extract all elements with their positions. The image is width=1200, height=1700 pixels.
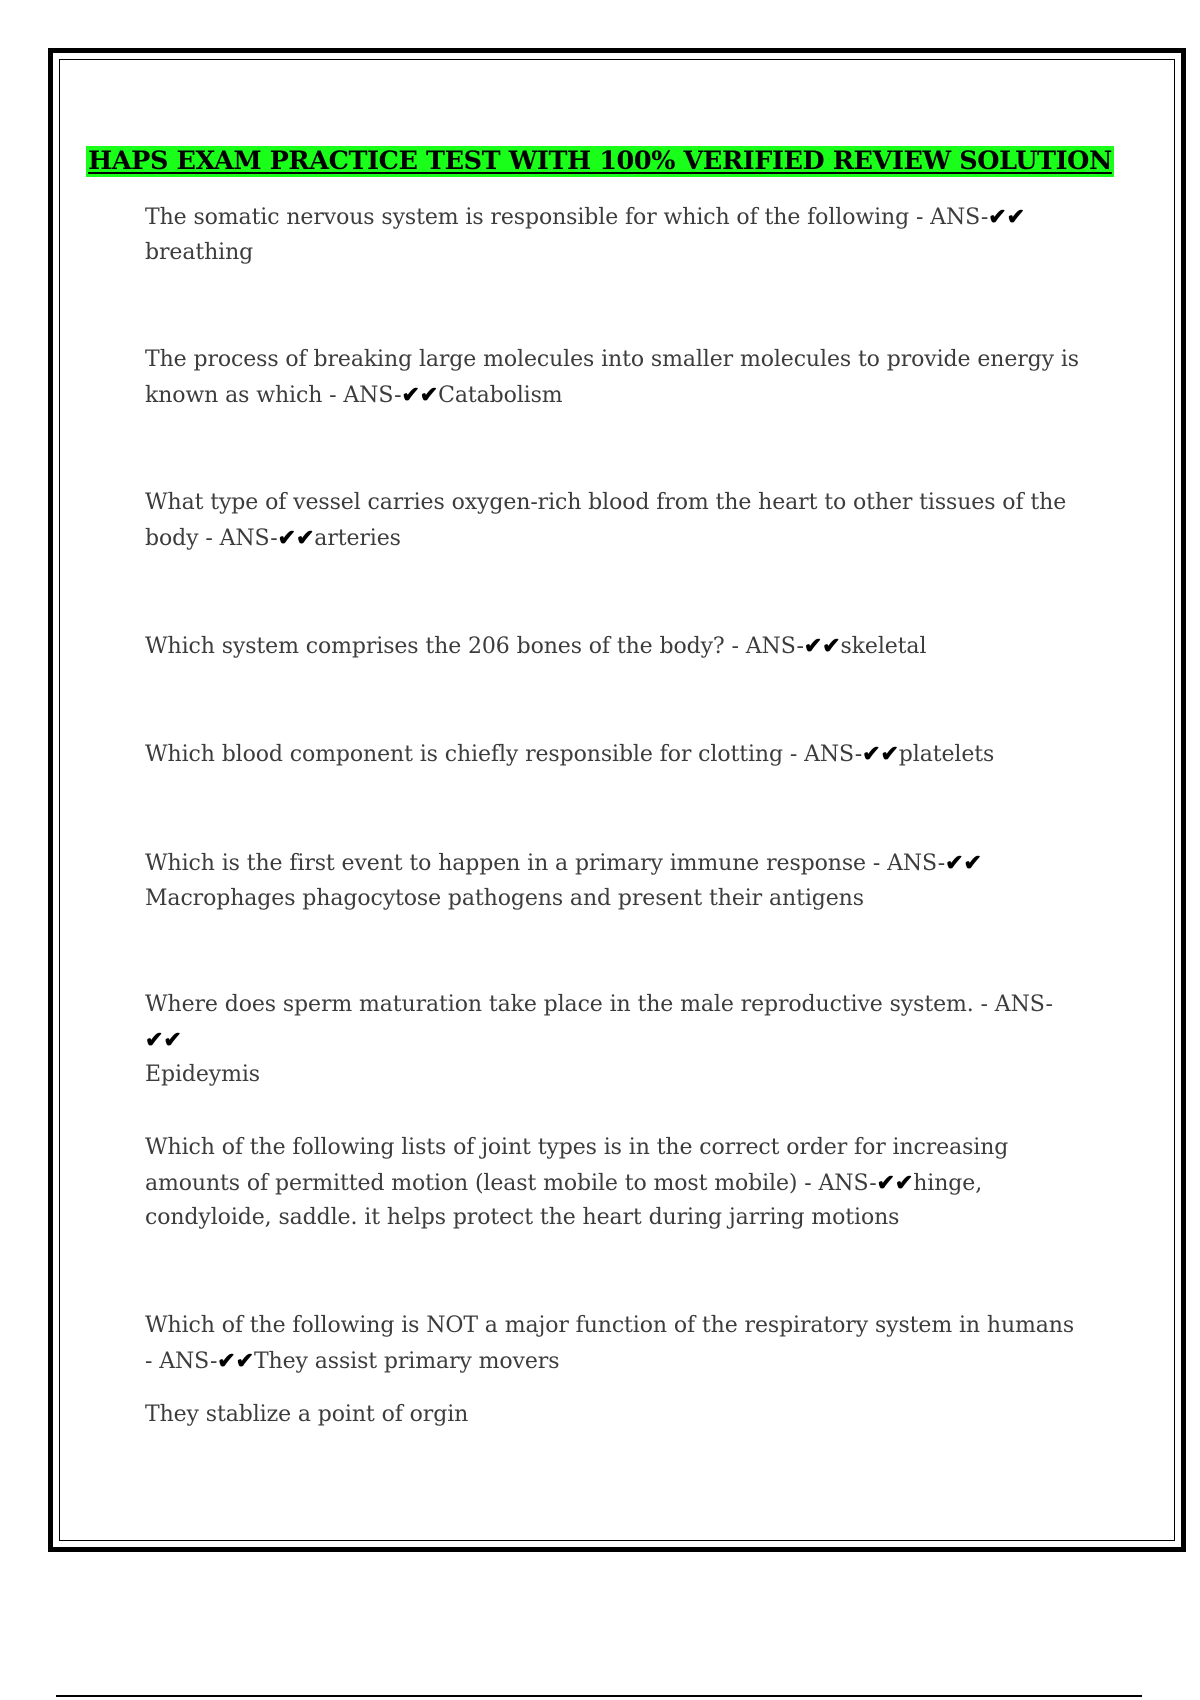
check-mark-icon: ✔✔ — [145, 1026, 182, 1053]
answer-text: Catabolism — [438, 382, 563, 408]
qa-item — [145, 629, 1085, 665]
trailing-line: They stablize a point of orgin — [145, 1402, 469, 1427]
answer-text: platelets — [898, 742, 995, 767]
question-text: Which system comprises the 206 bones of the body? — [145, 634, 725, 659]
answer-separator: - ANS- — [973, 992, 1053, 1017]
check-mark-icon: ✔✔ — [945, 850, 982, 876]
check-mark-icon: ✔✔ — [862, 741, 899, 767]
footer-rule — [56, 1695, 1142, 1697]
document-title: HAPS EXAM PRACTICE TEST WITH 100% VERIFIED REVIEW SOLUTION — [88, 146, 1112, 176]
question-text: Where does sperm maturation take place in the male reproductive system. — [145, 992, 974, 1017]
question-text: The process of breaking large molecules into smaller molecules to provide energy is known as which — [145, 347, 1079, 408]
answer-separator: - ANS- — [145, 1348, 218, 1374]
question-text: Which of the following is NOT a major function of the respiratory system in humans — [145, 1313, 1075, 1338]
qa-item — [145, 846, 1085, 916]
answer-text: They assist primary movers — [253, 1348, 560, 1374]
qa-item — [145, 988, 1085, 1093]
check-mark-icon: ✔✔ — [401, 381, 439, 408]
question-text: What type of vessel carries oxygen-rich blood from the heart to other tissues of the body — [145, 490, 1067, 551]
answer-text: Epideymis — [145, 1062, 260, 1087]
qa-item — [145, 1131, 1085, 1236]
answer-text: Macrophages phagocytose pathogens and present their antigens — [145, 885, 864, 911]
qa-item — [145, 1309, 1085, 1379]
answer-text: breathing — [145, 239, 254, 265]
qa-item — [145, 486, 1085, 556]
answer-separator: - ANS- — [865, 851, 946, 876]
answer-separator: - ANS- — [782, 742, 863, 767]
qa-item — [145, 737, 1085, 773]
answer-separator: - ANS- — [322, 382, 402, 408]
answer-separator: - ANS- — [797, 1170, 877, 1196]
check-mark-icon: ✔✔ — [277, 524, 315, 551]
check-mark-icon: ✔✔ — [217, 1347, 254, 1374]
question-text: The somatic nervous system is responsible for which of the following — [145, 205, 910, 230]
question-text: Which blood component is chiefly responsible for clotting — [145, 742, 783, 767]
title-block — [0, 146, 1200, 177]
question-text: Which of the following lists of joint types is in the correct order for increasing amounts of permitted motion (least mobile to most mobile) — [145, 1135, 1009, 1196]
check-mark-icon: ✔✔ — [988, 204, 1025, 230]
qa-item — [145, 343, 1085, 413]
answer-text: skeletal — [840, 634, 927, 659]
answer-text: arteries — [314, 525, 401, 551]
answer-text: hinge, condyloide, saddle. it helps protect the heart during jarring motions — [145, 1170, 983, 1230]
answer-separator: - ANS- — [198, 525, 278, 551]
check-mark-icon: ✔✔ — [876, 1169, 914, 1196]
qa-item — [145, 200, 1085, 270]
answer-separator: - ANS- — [909, 205, 989, 230]
answer-separator: - ANS- — [724, 634, 804, 659]
check-mark-icon: ✔✔ — [803, 633, 841, 659]
question-text: Which is the first event to happen in a primary immune response — [145, 851, 866, 876]
